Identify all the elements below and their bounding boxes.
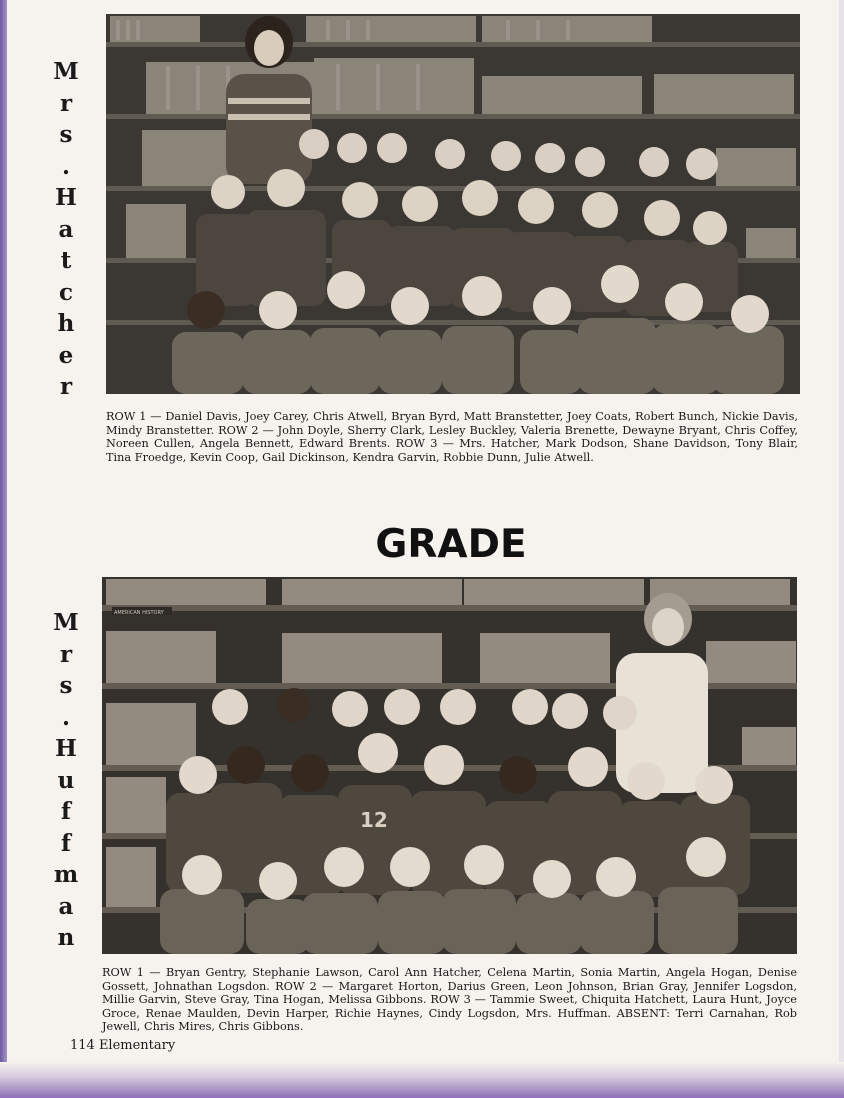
teacher-name-hatcher-letter: t [60, 247, 72, 274]
teacher-name-hatcher-letter: h [57, 310, 75, 337]
class-photo-huffman [102, 577, 797, 954]
teacher-name-hatcher [46, 56, 86, 403]
teacher-name-huffman-letter: r [59, 640, 73, 668]
page-folio: 114 Elementary [70, 1038, 176, 1053]
shelf-label: AMERICAN HISTORY [114, 610, 164, 616]
teacher-name-hatcher-letter: M [53, 58, 79, 85]
shirt-number: 12 [360, 808, 388, 832]
teacher-name-huffman-letter: a [58, 892, 74, 920]
teacher-name-huffman-letter: s [59, 672, 73, 699]
page-edge-right [839, 0, 844, 1098]
teacher-name-huffman [46, 607, 86, 954]
teacher-name-hatcher-letter: e [58, 341, 74, 369]
teacher-name-huffman-letter: M [53, 609, 79, 636]
class-photo-hatcher [106, 14, 800, 394]
teacher-name-hatcher-letter: s [59, 121, 73, 148]
page-edge-left [0, 0, 7, 1098]
teacher-name-huffman-letter: n [57, 924, 75, 951]
teacher-name-huffman-letter: H [55, 735, 77, 762]
class-photo-hatcher-image [106, 14, 800, 394]
teacher-name-hatcher-letter: H [55, 184, 77, 211]
teacher-name-hatcher-letter: r [59, 89, 73, 117]
teacher-name-huffman-letter: f [61, 798, 71, 825]
teacher-name-huffman-letter: . [61, 703, 70, 731]
teacher-name-hatcher-letter: a [58, 215, 74, 243]
grade-heading: GRADE [375, 522, 527, 567]
page-edge-bottom [0, 1062, 844, 1098]
teacher-name-huffman-letter: u [57, 766, 75, 794]
teacher-name-hatcher-letter: . [61, 152, 70, 180]
teacher-name-huffman-letter: f [61, 829, 71, 857]
class-photo-huffman-image [102, 577, 797, 954]
caption-hatcher-class: ROW 1 — Daniel Davis, Joey Carey, Chris Atwell, Bryan Byrd, Matt Branstetter, Joey Coats, Robert Bunch, Nickie Davis, Mindy Branstetter. ROW 2 — John Doyle, Sherry Clark, Lesley Buckley, Valeria Brenette, Dewayne Bryant, Chris Coffey, Noreen Cullen, Angela Bennett, Edward Brents. ROW 3 — Mrs. Hatcher, Mark Dodson, Shane Davidson, Tony Blair, Tina Froedge, Kevin Coop, Gail Dickinson, Kendra Garvin, Robbie Dunn, Julie Atwell. [106, 410, 798, 464]
teacher-name-hatcher-letter: c [58, 278, 73, 306]
teacher-name-huffman-letter: m [53, 861, 79, 888]
caption-huffman-class: ROW 1 — Bryan Gentry, Stephanie Lawson, Carol Ann Hatcher, Celena Martin, Sonia Martin, Angela Hogan, Denise Gossett, Johnathan Logsdon. ROW 2 — Margaret Horton, Darius Green, Leon Johnson, Brian Gray, Jennifer Logsdon, Millie Garvin, Steve Gray, Tina Hogan, Melissa Gibbons. ROW 3 — Tammie Sweet, Chiquita Hatchett, Laura Hunt, Joyce Groce, Renae Maulden, Devin Harper, Richie Haynes, Cindy Logsdon, Mrs. Huffman. ABSENT: Terri Carnahan, Rob Jewell, Chris Mires, Chris Gibbons. [102, 966, 797, 1034]
teacher-name-hatcher-letter: r [59, 373, 73, 400]
